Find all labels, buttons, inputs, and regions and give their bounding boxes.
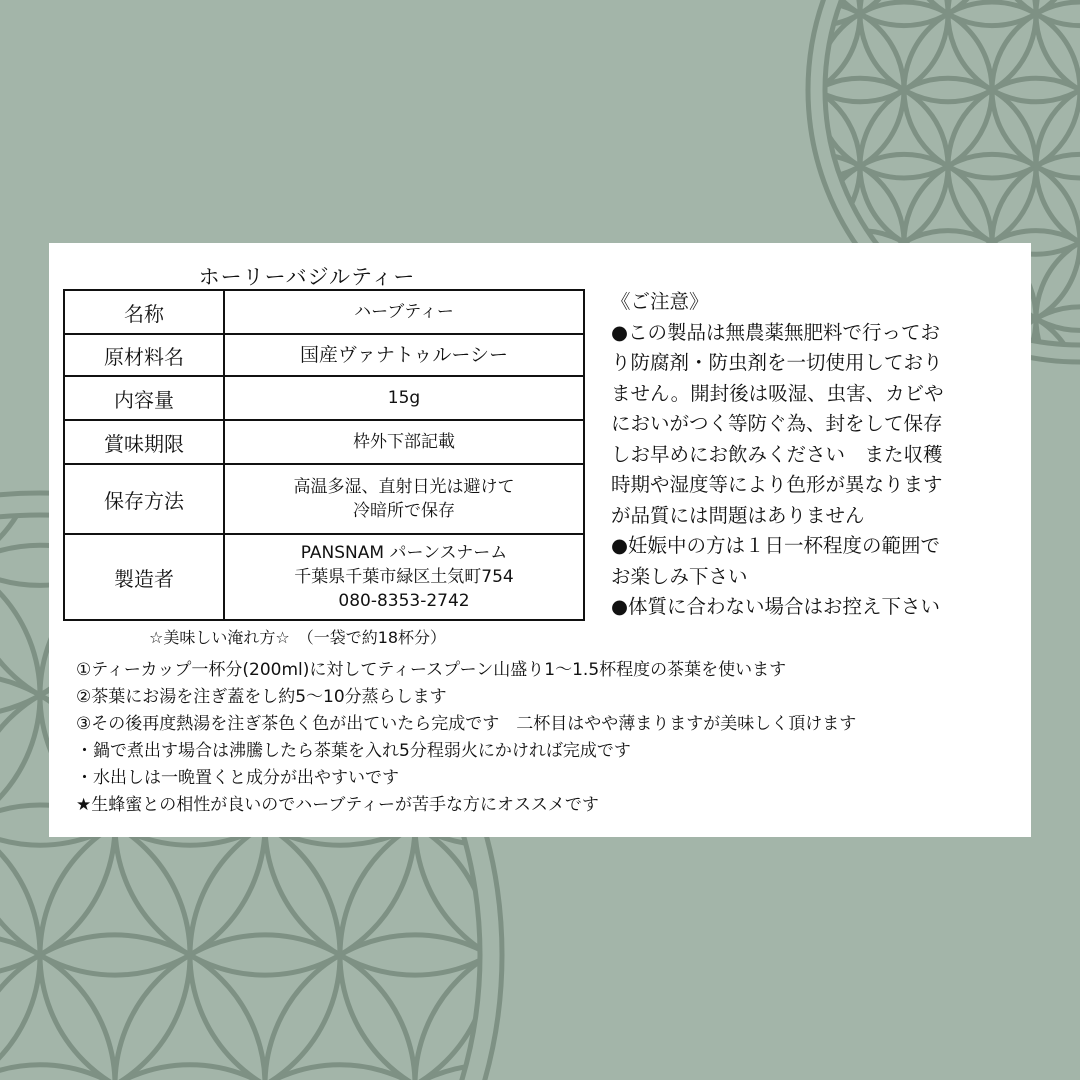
spec-value-contents: 15g [224,376,584,420]
pattern-circle [552,0,728,26]
spec-value-storage: 高温多湿、直射日光は避けて 冷暗所で保存 [224,464,584,534]
table-row [64,464,584,534]
caution-line: お楽しみ下さい [611,564,748,588]
brewing-title: ☆美味しい淹れ方☆ （一袋で約18杯分） [149,628,447,647]
pattern-circle [596,0,772,102]
brewing-note: ・水出しは一晩置くと成分が出やすいです [76,768,399,788]
pattern-circle [640,2,816,178]
pattern-circle [565,935,865,1080]
table-row [64,534,584,620]
spec-label-name: 名称 [64,290,224,334]
pattern-circle [640,805,940,1080]
table-row [64,420,584,464]
pattern-circle [0,935,115,1080]
caution-line: り防腐剤・防虫剤を一切使用しており [611,351,943,374]
table-row [64,290,584,334]
pattern-circle [464,0,640,26]
brewing-step: ②茶葉にお湯を注ぎ蓋をし約5～10分蒸らします [76,687,447,707]
pattern-circle [596,78,772,254]
caution-heading: 《ご注意》 [611,290,709,313]
brewing-note: ★生蜂蜜との相性が良いのでハーブティーが苦手な方にオススメです [76,795,599,815]
pattern-circle [1036,383,1080,559]
caution-section [611,287,1031,623]
brewing-instructions [76,657,856,819]
caution-line: ●この製品は無農薬無肥料で行ってお [611,320,941,344]
caution-line: しお早めにお飲みください また収穫 [611,442,943,466]
table-row [64,376,584,420]
brewing-note: ・鍋で煮出す場合は沸騰したら茶葉を入れ5分程弱火にかければ完成です [76,741,631,761]
spec-value-best-before: 枠外下部記載 [224,420,584,464]
brewing-step: ①ティーカップ一杯分(200ml)に対してティースプーン山盛り1～1.5杯程度の茶葉を使います [76,660,787,680]
pattern-circle [490,805,790,1080]
pattern-circle [640,1065,940,1080]
spec-label-manufacturer: 製造者 [64,534,224,620]
table-row [64,334,584,376]
spec-label-contents: 内容量 [64,376,224,420]
caution-line: が品質には問題はありません [611,503,865,527]
spec-value-manufacturer: PANSNAM パーンスナーム 千葉県千葉市緑区土気町754 080-8353-2742 [224,534,584,620]
pattern-circle [0,545,40,845]
pattern-circle [552,2,728,178]
spec-table [63,289,585,621]
pattern-circle [790,1065,1080,1080]
spec-value-ingredients: 国産ヴァナトゥルーシー [224,334,584,376]
pattern-circle [948,0,1080,102]
spec-label-storage: 保存方法 [64,464,224,534]
product-title: ホーリーバジルティー [198,265,416,289]
pattern-circle [640,0,816,26]
pattern-circle [684,78,860,254]
caution-line: 時期や湿度等により色形が異なります [611,473,943,496]
spec-label-best-before: 賞味期限 [64,420,224,464]
brewing-step: ③その後再度熱湯を注ぎ茶色く色が出ていたら完成です 二杯目はやや薄まりますが美味しく頂けます [76,714,857,734]
caution-line: ●妊娠中の方は１日一杯程度の範囲で [611,534,941,557]
caution-line: ●体質に合わない場合はお控え下さい [611,595,941,618]
pattern-circle [490,1065,790,1080]
pattern-circle [1036,231,1080,407]
pattern-circle [1036,78,1080,254]
product-label-card [49,243,1031,837]
spec-label-ingredients: 原材料名 [64,334,224,376]
pattern-circle [415,935,715,1080]
spec-value-name: ハーブティー [224,290,584,334]
caution-line: においがつく等防ぐ為、封をして保存 [611,412,943,435]
pattern-circle [715,935,1015,1080]
pattern-circle [0,285,40,585]
pattern-circle [508,0,684,102]
caution-line: ません。開封後は吸湿、虫害、カビや [611,381,944,405]
